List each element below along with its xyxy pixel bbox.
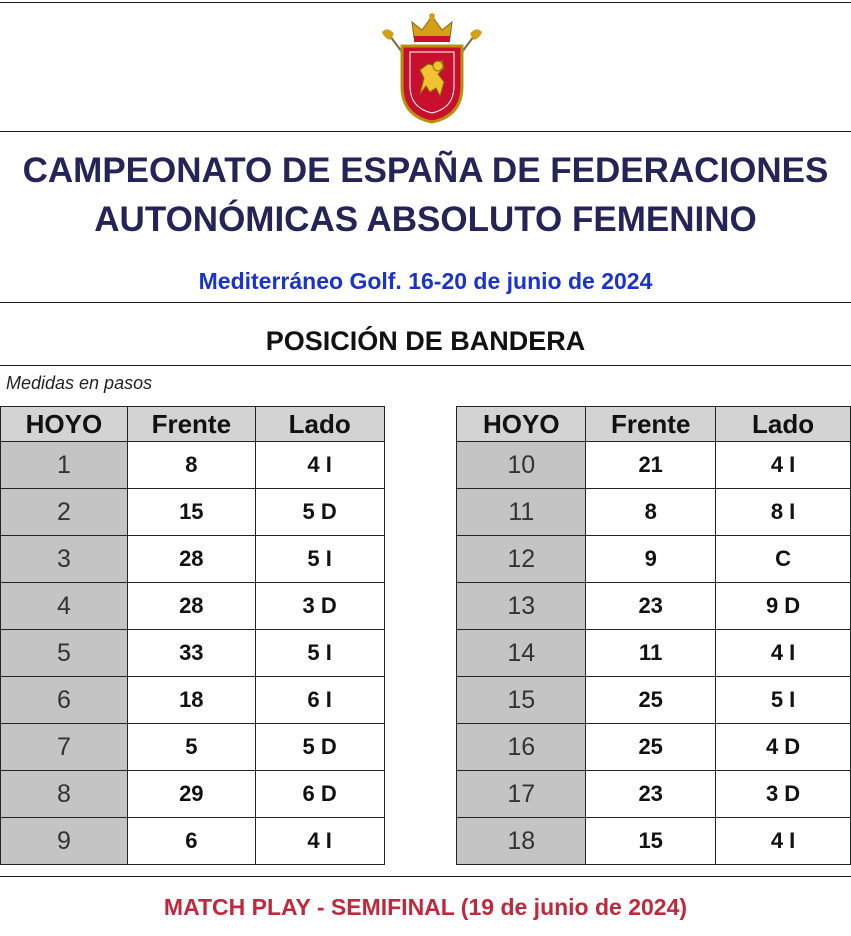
- frente-value: 28: [127, 536, 255, 583]
- lado-value: 5 D: [255, 724, 384, 771]
- col-header-frente: Frente: [586, 407, 716, 442]
- frente-value: 15: [127, 489, 255, 536]
- col-header-frente: Frente: [127, 407, 255, 442]
- lado-value: 4 I: [716, 442, 851, 489]
- hole-number: 14: [457, 630, 586, 677]
- hole-number: 1: [1, 442, 128, 489]
- table-header-row: [1, 407, 851, 442]
- flag-position-table: [0, 406, 851, 865]
- table-row: [1, 536, 851, 583]
- lado-value: 4 I: [716, 818, 851, 865]
- frente-value: 5: [127, 724, 255, 771]
- table-row: [1, 771, 851, 818]
- lado-value: 4 I: [255, 442, 384, 489]
- table-row: [1, 630, 851, 677]
- hole-number: 12: [457, 536, 586, 583]
- table-row: [1, 818, 851, 865]
- event-subtitle: Mediterráneo Golf. 16-20 de junio de 2024: [198, 268, 653, 294]
- lado-value: 5 I: [255, 630, 384, 677]
- frente-value: 9: [586, 536, 716, 583]
- hole-number: 15: [457, 677, 586, 724]
- table-gap: [384, 724, 457, 771]
- lado-value: 5 I: [716, 677, 851, 724]
- federation-logo-icon: [376, 8, 488, 126]
- frente-value: 15: [586, 818, 716, 865]
- subtitle-rule: [0, 302, 851, 303]
- hole-number: 2: [1, 489, 128, 536]
- col-header-lado: Lado: [255, 407, 384, 442]
- col-header-hoyo: HOYO: [1, 407, 128, 442]
- frente-value: 21: [586, 442, 716, 489]
- frente-value: 25: [586, 677, 716, 724]
- table-row: [1, 583, 851, 630]
- table-gap: [384, 536, 457, 583]
- lado-value: 6 D: [255, 771, 384, 818]
- lado-value: 4 D: [716, 724, 851, 771]
- lado-value: 4 I: [716, 630, 851, 677]
- col-header-hoyo: HOYO: [457, 407, 586, 442]
- frente-value: 8: [127, 442, 255, 489]
- frente-value: 23: [586, 771, 716, 818]
- top-rule: [0, 2, 851, 3]
- hole-number: 10: [457, 442, 586, 489]
- lado-value: 5 D: [255, 489, 384, 536]
- table-gap: [384, 583, 457, 630]
- header-rule: [0, 131, 851, 132]
- section-title: POSICIÓN DE BANDERA: [265, 326, 586, 356]
- lado-value: 6 I: [255, 677, 384, 724]
- table-row: [1, 677, 851, 724]
- lado-value: 3 D: [716, 771, 851, 818]
- table-row: [1, 724, 851, 771]
- frente-value: 18: [127, 677, 255, 724]
- lado-value: 8 I: [716, 489, 851, 536]
- table-row: [1, 489, 851, 536]
- frente-value: 28: [127, 583, 255, 630]
- table-gap: [384, 489, 457, 536]
- lado-value: 5 I: [255, 536, 384, 583]
- lado-value: C: [716, 536, 851, 583]
- hole-number: 16: [457, 724, 586, 771]
- table-bottom-rule: [0, 876, 851, 877]
- hole-number: 9: [1, 818, 128, 865]
- round-footer: MATCH PLAY - SEMIFINAL (19 de junio de 2024): [163, 894, 688, 920]
- frente-value: 29: [127, 771, 255, 818]
- hole-number: 6: [1, 677, 128, 724]
- page-title-line-2: AUTONÓMICAS ABSOLUTO FEMENINO: [94, 200, 757, 239]
- hole-number: 17: [457, 771, 586, 818]
- table-row: [1, 442, 851, 489]
- table-gap: [384, 407, 457, 442]
- frente-value: 33: [127, 630, 255, 677]
- lado-value: 9 D: [716, 583, 851, 630]
- hole-number: 4: [1, 583, 128, 630]
- frente-value: 11: [586, 630, 716, 677]
- hole-number: 5: [1, 630, 128, 677]
- hole-number: 18: [457, 818, 586, 865]
- table-gap: [384, 818, 457, 865]
- frente-value: 6: [127, 818, 255, 865]
- measurement-note: Medidas en pasos: [6, 373, 153, 393]
- frente-value: 8: [586, 489, 716, 536]
- hole-number: 7: [1, 724, 128, 771]
- table-gap: [384, 442, 457, 489]
- lado-value: 4 I: [255, 818, 384, 865]
- frente-value: 25: [586, 724, 716, 771]
- hole-number: 11: [457, 489, 586, 536]
- page-title-line-1: CAMPEONATO DE ESPAÑA DE FEDERACIONES: [22, 151, 829, 190]
- hole-number: 8: [1, 771, 128, 818]
- col-header-lado: Lado: [716, 407, 851, 442]
- hole-number: 3: [1, 536, 128, 583]
- table-gap: [384, 630, 457, 677]
- hole-number: 13: [457, 583, 586, 630]
- frente-value: 23: [586, 583, 716, 630]
- table-gap: [384, 771, 457, 818]
- table-gap: [384, 677, 457, 724]
- section-rule: [0, 365, 851, 366]
- lado-value: 3 D: [255, 583, 384, 630]
